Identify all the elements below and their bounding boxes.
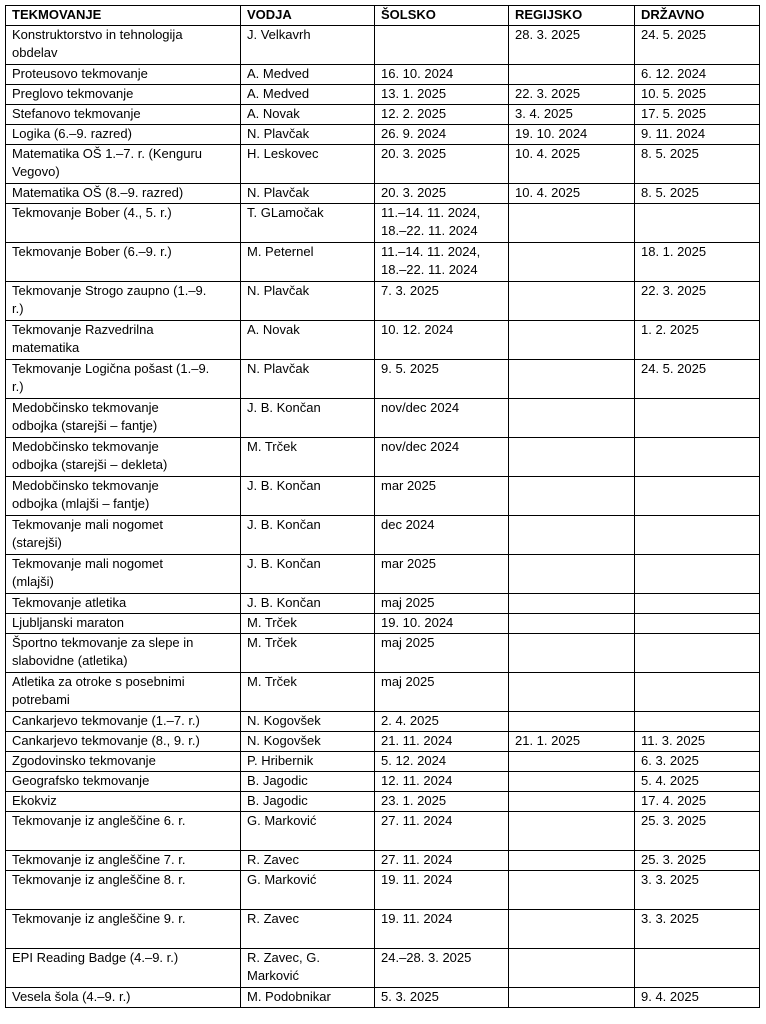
table-row xyxy=(6,204,760,243)
cell-regional-date xyxy=(509,614,635,634)
cell-competition: Tekmovanje iz angleščine 6. r. xyxy=(6,812,241,851)
table-row xyxy=(6,145,760,184)
cell-national-date xyxy=(635,673,760,712)
table-row xyxy=(6,772,760,792)
cell-national-date xyxy=(635,614,760,634)
cell-leader: M. Podobnikar xyxy=(241,988,375,1008)
cell-regional-date xyxy=(509,243,635,282)
cell-leader: M. Trček xyxy=(241,634,375,673)
cell-school-date xyxy=(375,26,509,65)
cell-competition: Konstruktorstvo in tehnologija obdelav xyxy=(6,26,241,65)
cell-national-date: 8. 5. 2025 xyxy=(635,184,760,204)
cell-regional-date: 19. 10. 2024 xyxy=(509,125,635,145)
cell-leader: A. Medved xyxy=(241,65,375,85)
header-competition: TEKMOVANJE xyxy=(6,6,241,26)
table-row xyxy=(6,732,760,752)
cell-national-date: 25. 3. 2025 xyxy=(635,812,760,851)
cell-leader: R. Zavec xyxy=(241,910,375,949)
cell-leader: G. Marković xyxy=(241,812,375,851)
table-row xyxy=(6,949,760,988)
table-row xyxy=(6,477,760,516)
cell-leader: N. Plavčak xyxy=(241,282,375,321)
cell-regional-date xyxy=(509,988,635,1008)
cell-regional-date xyxy=(509,555,635,594)
cell-leader: A. Novak xyxy=(241,105,375,125)
cell-school-date: 26. 9. 2024 xyxy=(375,125,509,145)
table-row xyxy=(6,851,760,871)
table-row xyxy=(6,988,760,1008)
cell-regional-date: 22. 3. 2025 xyxy=(509,85,635,105)
cell-school-date: 12. 11. 2024 xyxy=(375,772,509,792)
cell-school-date: 21. 11. 2024 xyxy=(375,732,509,752)
cell-regional-date xyxy=(509,712,635,732)
cell-regional-date: 10. 4. 2025 xyxy=(509,184,635,204)
competitions-table xyxy=(5,5,760,1008)
cell-competition: Cankarjevo tekmovanje (1.–7. r.) xyxy=(6,712,241,732)
cell-leader: M. Trček xyxy=(241,673,375,712)
cell-national-date: 3. 3. 2025 xyxy=(635,910,760,949)
cell-regional-date: 21. 1. 2025 xyxy=(509,732,635,752)
cell-leader: N. Plavčak xyxy=(241,360,375,399)
cell-competition: Tekmovanje iz angleščine 8. r. xyxy=(6,871,241,910)
header-regional-level: REGIJSKO xyxy=(509,6,635,26)
cell-regional-date xyxy=(509,516,635,555)
cell-leader: N. Kogovšek xyxy=(241,712,375,732)
cell-school-date: 19. 11. 2024 xyxy=(375,871,509,910)
cell-school-date: 12. 2. 2025 xyxy=(375,105,509,125)
cell-competition: Matematika OŠ 1.–7. r. (Kenguru Vegovo) xyxy=(6,145,241,184)
cell-school-date: 20. 3. 2025 xyxy=(375,145,509,184)
cell-school-date: 10. 12. 2024 xyxy=(375,321,509,360)
cell-national-date xyxy=(635,712,760,732)
cell-regional-date xyxy=(509,812,635,851)
cell-regional-date xyxy=(509,673,635,712)
cell-national-date: 5. 4. 2025 xyxy=(635,772,760,792)
table-row xyxy=(6,673,760,712)
table-header-row xyxy=(6,6,760,26)
cell-competition: Tekmovanje Logična pošast (1.–9. r.) xyxy=(6,360,241,399)
cell-regional-date xyxy=(509,910,635,949)
cell-leader: M. Peternel xyxy=(241,243,375,282)
cell-leader: T. GLamočak xyxy=(241,204,375,243)
cell-leader: J. B. Končan xyxy=(241,555,375,594)
cell-leader: J. B. Končan xyxy=(241,516,375,555)
cell-leader: N. Plavčak xyxy=(241,125,375,145)
cell-competition: Tekmovanje mali nogomet (starejši) xyxy=(6,516,241,555)
cell-regional-date: 28. 3. 2025 xyxy=(509,26,635,65)
cell-leader: R. Zavec, G. Marković xyxy=(241,949,375,988)
cell-regional-date xyxy=(509,772,635,792)
table-row xyxy=(6,555,760,594)
cell-school-date: 16. 10. 2024 xyxy=(375,65,509,85)
cell-school-date: 19. 11. 2024 xyxy=(375,910,509,949)
cell-school-date: maj 2025 xyxy=(375,673,509,712)
cell-school-date: 27. 11. 2024 xyxy=(375,812,509,851)
cell-regional-date xyxy=(509,65,635,85)
cell-school-date: 24.–28. 3. 2025 xyxy=(375,949,509,988)
cell-school-date: 19. 10. 2024 xyxy=(375,614,509,634)
cell-regional-date xyxy=(509,321,635,360)
cell-leader: N. Kogovšek xyxy=(241,732,375,752)
table-row xyxy=(6,871,760,910)
cell-national-date: 8. 5. 2025 xyxy=(635,145,760,184)
cell-national-date: 6. 3. 2025 xyxy=(635,752,760,772)
cell-school-date: 2. 4. 2025 xyxy=(375,712,509,732)
table-row xyxy=(6,105,760,125)
cell-regional-date: 3. 4. 2025 xyxy=(509,105,635,125)
header-leader: VODJA xyxy=(241,6,375,26)
cell-national-date xyxy=(635,949,760,988)
table-row xyxy=(6,812,760,851)
cell-national-date: 17. 4. 2025 xyxy=(635,792,760,812)
table-row xyxy=(6,26,760,65)
table-row xyxy=(6,282,760,321)
cell-competition: EPI Reading Badge (4.–9. r.) xyxy=(6,949,241,988)
cell-school-date: 13. 1. 2025 xyxy=(375,85,509,105)
cell-competition: Tekmovanje iz angleščine 9. r. xyxy=(6,910,241,949)
table-row xyxy=(6,438,760,477)
cell-competition: Ljubljanski maraton xyxy=(6,614,241,634)
cell-school-date: 20. 3. 2025 xyxy=(375,184,509,204)
cell-competition: Zgodovinsko tekmovanje xyxy=(6,752,241,772)
cell-school-date: mar 2025 xyxy=(375,477,509,516)
cell-school-date: nov/dec 2024 xyxy=(375,399,509,438)
cell-school-date: dec 2024 xyxy=(375,516,509,555)
cell-school-date: 23. 1. 2025 xyxy=(375,792,509,812)
cell-regional-date xyxy=(509,871,635,910)
table-row xyxy=(6,634,760,673)
cell-leader: A. Medved xyxy=(241,85,375,105)
table-row xyxy=(6,594,760,614)
cell-leader: M. Trček xyxy=(241,614,375,634)
cell-competition: Proteusovo tekmovanje xyxy=(6,65,241,85)
table-row xyxy=(6,360,760,399)
cell-regional-date xyxy=(509,282,635,321)
cell-competition: Tekmovanje mali nogomet (mlajši) xyxy=(6,555,241,594)
cell-regional-date xyxy=(509,360,635,399)
cell-regional-date: 10. 4. 2025 xyxy=(509,145,635,184)
cell-national-date: 18. 1. 2025 xyxy=(635,243,760,282)
cell-school-date: 11.–14. 11. 2024, 18.–22. 11. 2024 xyxy=(375,204,509,243)
cell-leader: N. Plavčak xyxy=(241,184,375,204)
cell-competition: Matematika OŠ (8.–9. razred) xyxy=(6,184,241,204)
cell-school-date: 7. 3. 2025 xyxy=(375,282,509,321)
cell-national-date: 24. 5. 2025 xyxy=(635,360,760,399)
cell-national-date xyxy=(635,516,760,555)
cell-national-date: 9. 11. 2024 xyxy=(635,125,760,145)
cell-regional-date xyxy=(509,792,635,812)
cell-competition: Cankarjevo tekmovanje (8., 9. r.) xyxy=(6,732,241,752)
table-row xyxy=(6,910,760,949)
cell-competition: Tekmovanje Razvedrilna matematika xyxy=(6,321,241,360)
cell-leader: J. B. Končan xyxy=(241,399,375,438)
cell-regional-date xyxy=(509,204,635,243)
cell-national-date xyxy=(635,204,760,243)
cell-school-date: 5. 3. 2025 xyxy=(375,988,509,1008)
cell-school-date: nov/dec 2024 xyxy=(375,438,509,477)
cell-competition: Ekokviz xyxy=(6,792,241,812)
cell-national-date: 1. 2. 2025 xyxy=(635,321,760,360)
table-row xyxy=(6,85,760,105)
cell-leader: J. Velkavrh xyxy=(241,26,375,65)
table-row xyxy=(6,125,760,145)
cell-competition: Tekmovanje iz angleščine 7. r. xyxy=(6,851,241,871)
competition-schedule-document xyxy=(5,5,760,1008)
cell-national-date: 10. 5. 2025 xyxy=(635,85,760,105)
table-body xyxy=(6,26,760,1008)
cell-regional-date xyxy=(509,594,635,614)
cell-leader: P. Hribernik xyxy=(241,752,375,772)
cell-national-date: 22. 3. 2025 xyxy=(635,282,760,321)
cell-competition: Tekmovanje atletika xyxy=(6,594,241,614)
cell-regional-date xyxy=(509,851,635,871)
cell-school-date: 9. 5. 2025 xyxy=(375,360,509,399)
table-row xyxy=(6,184,760,204)
cell-leader: J. B. Končan xyxy=(241,594,375,614)
cell-school-date: maj 2025 xyxy=(375,634,509,673)
cell-school-date: 5. 12. 2024 xyxy=(375,752,509,772)
cell-competition: Medobčinsko tekmovanje odbojka (mlajši – fantje) xyxy=(6,477,241,516)
cell-competition: Medobčinsko tekmovanje odbojka (starejši – fantje) xyxy=(6,399,241,438)
cell-national-date: 25. 3. 2025 xyxy=(635,851,760,871)
cell-national-date xyxy=(635,594,760,614)
header-national-level: DRŽAVNO xyxy=(635,6,760,26)
cell-school-date: 27. 11. 2024 xyxy=(375,851,509,871)
cell-national-date: 17. 5. 2025 xyxy=(635,105,760,125)
cell-leader: M. Trček xyxy=(241,438,375,477)
cell-competition: Vesela šola (4.–9. r.) xyxy=(6,988,241,1008)
cell-competition: Tekmovanje Bober (6.–9. r.) xyxy=(6,243,241,282)
table-row xyxy=(6,243,760,282)
table-row xyxy=(6,321,760,360)
cell-national-date: 24. 5. 2025 xyxy=(635,26,760,65)
cell-national-date xyxy=(635,438,760,477)
cell-regional-date xyxy=(509,399,635,438)
cell-competition: Medobčinsko tekmovanje odbojka (starejši – dekleta) xyxy=(6,438,241,477)
cell-national-date: 9. 4. 2025 xyxy=(635,988,760,1008)
cell-national-date xyxy=(635,555,760,594)
cell-competition: Tekmovanje Strogo zaupno (1.–9. r.) xyxy=(6,282,241,321)
cell-leader: B. Jagodic xyxy=(241,792,375,812)
cell-leader: A. Novak xyxy=(241,321,375,360)
cell-national-date xyxy=(635,477,760,516)
cell-national-date xyxy=(635,399,760,438)
header-school-level: ŠOLSKO xyxy=(375,6,509,26)
cell-competition: Logika (6.–9. razred) xyxy=(6,125,241,145)
cell-national-date: 6. 12. 2024 xyxy=(635,65,760,85)
cell-regional-date xyxy=(509,438,635,477)
table-row xyxy=(6,399,760,438)
cell-competition: Tekmovanje Bober (4., 5. r.) xyxy=(6,204,241,243)
cell-school-date: 11.–14. 11. 2024, 18.–22. 11. 2024 xyxy=(375,243,509,282)
table-row xyxy=(6,614,760,634)
table-row xyxy=(6,65,760,85)
cell-competition: Geografsko tekmovanje xyxy=(6,772,241,792)
cell-competition: Športno tekmovanje za slepe in slabovidne (atletika) xyxy=(6,634,241,673)
cell-leader: G. Marković xyxy=(241,871,375,910)
cell-competition: Stefanovo tekmovanje xyxy=(6,105,241,125)
cell-leader: H. Leskovec xyxy=(241,145,375,184)
cell-leader: B. Jagodic xyxy=(241,772,375,792)
table-row xyxy=(6,752,760,772)
table-row xyxy=(6,712,760,732)
cell-regional-date xyxy=(509,949,635,988)
table-row xyxy=(6,516,760,555)
cell-regional-date xyxy=(509,634,635,673)
cell-competition: Atletika za otroke s posebnimi potrebami xyxy=(6,673,241,712)
cell-competition: Preglovo tekmovanje xyxy=(6,85,241,105)
cell-regional-date xyxy=(509,477,635,516)
cell-national-date: 11. 3. 2025 xyxy=(635,732,760,752)
cell-leader: J. B. Končan xyxy=(241,477,375,516)
cell-school-date: maj 2025 xyxy=(375,594,509,614)
table-row xyxy=(6,792,760,812)
cell-national-date: 3. 3. 2025 xyxy=(635,871,760,910)
cell-regional-date xyxy=(509,752,635,772)
cell-leader: R. Zavec xyxy=(241,851,375,871)
cell-national-date xyxy=(635,634,760,673)
cell-school-date: mar 2025 xyxy=(375,555,509,594)
